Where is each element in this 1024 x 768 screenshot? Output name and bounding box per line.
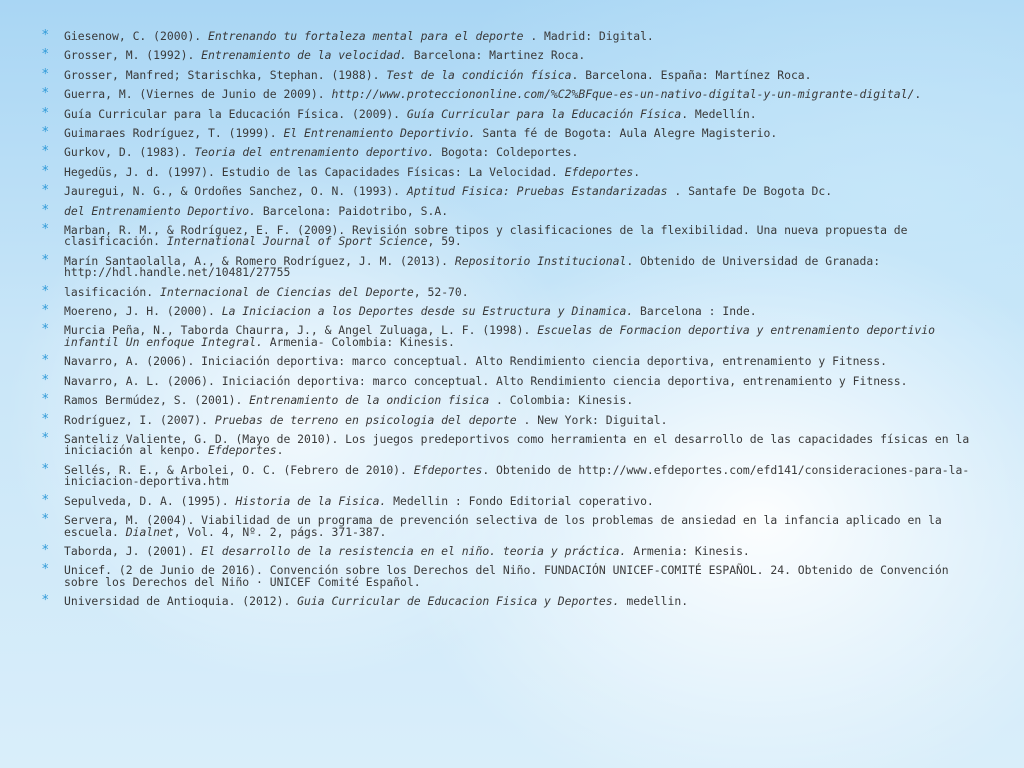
- reference-item: [40, 144, 970, 160]
- reference-text: .: [914, 87, 922, 102]
- reference-text: Universidad de Antioquia. (2012).: [64, 594, 298, 609]
- reference-title: Historia de la Fisica.: [235, 493, 387, 508]
- reference-title: Guia Curricular de Educacion Fisica y Deportes.: [297, 594, 620, 609]
- reference-item: [40, 430, 970, 458]
- reference-text: Armenia: Kinesis.: [626, 543, 750, 558]
- reference-text: Barcelona : Inde.: [633, 304, 757, 319]
- reference-title: Dialnet: [125, 524, 174, 539]
- reference-item: [40, 163, 970, 179]
- asterisk-bullet-icon: *: [42, 144, 49, 160]
- reference-list: [40, 28, 970, 616]
- reference-text: Grosser, Manfred; Starischka, Stephan. (1988).: [64, 67, 387, 82]
- reference-text: Hegedüs, J. d. (1997). Estudio de las Capacidades Físicas: La Velocidad.: [64, 164, 565, 179]
- reference-item: [40, 183, 970, 199]
- asterisk-bullet-icon: *: [42, 283, 49, 299]
- reference-text: Murcia Peña, N., Taborda Chaurra, J., & Angel Zuluaga, L. F. (1998).: [64, 323, 538, 338]
- reference-item: [40, 47, 970, 63]
- reference-text: Bogota: Coldeportes.: [434, 145, 579, 160]
- reference-title: Test de la condición física: [386, 67, 572, 82]
- reference-title: International Journal of Sport Science: [166, 234, 428, 249]
- asterisk-bullet-icon: *: [42, 512, 49, 528]
- reference-item: [40, 562, 970, 589]
- reference-text: Marban, R. M., & Rodríguez, E. F. (2009). Revisión sobre tipos y clasificaciones de la flexibilidad. Una nueva propuesta de clasificación.: [64, 222, 908, 249]
- reference-text: Barcelona: Paidotribo, S.A.: [256, 203, 449, 218]
- reference-title: Aptitud Fisica: Pruebas Estandarizadas: [406, 184, 668, 199]
- reference-text: . Madrid: Digital.: [523, 29, 654, 43]
- reference-text: Sepulveda, D. A. (1995).: [64, 493, 236, 508]
- asterisk-bullet-icon: *: [42, 461, 49, 477]
- reference-item: [40, 411, 970, 427]
- reference-title: Internacional de Ciencias del Deporte: [160, 284, 414, 299]
- reference-text: . Medellín.: [681, 106, 757, 121]
- reference-item: [40, 322, 970, 349]
- asterisk-bullet-icon: *: [42, 86, 49, 102]
- reference-text: Ramos Bermúdez, S. (2001).: [64, 393, 250, 408]
- reference-text: . New York: Diguital.: [516, 412, 668, 427]
- reference-text: Grosser, M. (1992).: [64, 48, 202, 63]
- asterisk-bullet-icon: *: [42, 28, 49, 43]
- reference-text: , 59.: [427, 234, 462, 249]
- reference-text: Medellin : Fondo Editorial coperativo.: [386, 493, 654, 508]
- reference-text: Navarro, A. L. (2006). Iniciación deportiva: marco conceptual. Alto Rendimiento ciencia deportiva, entrenamiento y Fitness.: [64, 373, 908, 388]
- reference-item: [40, 512, 970, 539]
- reference-item: [40, 105, 970, 121]
- reference-text: Giesenow, C. (2000).: [64, 29, 209, 43]
- reference-text: Rodríguez, I. (2007).: [64, 412, 215, 427]
- reference-title: Entrenando tu fortaleza mental para el deporte: [208, 29, 524, 43]
- reference-text: . Obtenido de Universidad de Granada: http://hdl.handle.net/10481/27755: [64, 253, 881, 280]
- asterisk-bullet-icon: *: [42, 221, 49, 237]
- reference-title: La Iniciacion a los Deportes desde su Estructura y Dinamica.: [221, 304, 634, 319]
- reference-item: [40, 461, 970, 489]
- reference-text: . Santafe De Bogota Dc.: [667, 184, 833, 199]
- asterisk-bullet-icon: *: [42, 105, 49, 121]
- reference-text: Guimaraes Rodríguez, T. (1999).: [64, 125, 284, 140]
- reference-text: Sellés, R. E., & Arbolei, O. C. (Febrero de 2010).: [64, 462, 414, 477]
- reference-title: Pruebas de terreno en psicologia del deporte: [214, 412, 517, 427]
- reference-title: Efdeportes: [208, 443, 277, 458]
- reference-title: http://www.protecciononline.com/%C2%BFque-es-un-nativo-digital-y-un-migrante-digital/: [331, 87, 915, 102]
- reference-item: [40, 353, 970, 369]
- asterisk-bullet-icon: *: [42, 47, 49, 63]
- reference-title: Guía Curricular para la Educación Física: [406, 106, 682, 121]
- asterisk-bullet-icon: *: [42, 562, 49, 578]
- reference-text: Jauregui, N. G., & Ordoñes Sanchez, O. N. (1993).: [64, 184, 407, 199]
- reference-text: . Colombia: Kinesis.: [489, 393, 634, 408]
- asterisk-bullet-icon: *: [42, 372, 49, 388]
- reference-text: . Barcelona. España: Martínez Roca.: [571, 67, 812, 82]
- reference-item: [40, 124, 970, 140]
- reference-item: [40, 372, 970, 388]
- reference-item: [40, 86, 970, 102]
- asterisk-bullet-icon: *: [42, 252, 49, 268]
- asterisk-bullet-icon: *: [42, 542, 49, 558]
- reference-text: Navarro, A. (2006). Iniciación deportiva: marco conceptual. Alto Rendimiento ciencia deportiva, entrenamiento y Fitness.: [64, 354, 887, 369]
- reference-text: Guerra, M. (Viernes de Junio de 2009).: [64, 87, 332, 102]
- reference-title: El Entrenamiento Deportivio.: [283, 125, 476, 140]
- asterisk-bullet-icon: *: [42, 303, 49, 319]
- reference-title: El desarrollo de la resistencia en el niño. teoria y práctica.: [201, 543, 627, 558]
- asterisk-bullet-icon: *: [42, 183, 49, 199]
- reference-title: Entrenamiento de la ondicion fisica: [249, 393, 490, 408]
- reference-item: [40, 303, 970, 319]
- reference-title: Teoria del entrenamiento deportivo.: [194, 145, 435, 160]
- reference-title: Efdeportes: [413, 462, 483, 477]
- reference-text: Guía Curricular para la Educación Física. (2009).: [64, 106, 407, 121]
- reference-text: Santa fé de Bogota: Aula Alegre Magisterio.: [475, 125, 778, 140]
- reference-text: Barcelona: Martinez Roca.: [406, 48, 586, 63]
- reference-text: Santeliz Valiente, G. D. (Mayo de 2010). Los juegos predeportivos como herramienta en el desarrollo de las capacidades físicas en la iniciación al kenpo.: [64, 431, 970, 458]
- reference-item: [40, 66, 970, 82]
- reference-text: medellin.: [619, 594, 689, 609]
- reference-item: [40, 392, 970, 408]
- reference-title: del Entrenamiento Deportivo.: [64, 203, 257, 218]
- reference-text: .: [633, 164, 641, 179]
- reference-item: [40, 221, 970, 249]
- asterisk-bullet-icon: *: [42, 430, 49, 446]
- reference-text: Marín Santaolalla, A., & Romero Rodríguez, J. M. (2013).: [64, 253, 455, 268]
- asterisk-bullet-icon: *: [42, 392, 49, 408]
- reference-text: . Obtenido de http://www.efdeportes.com/efd141/consideraciones-para-la-iniciacion-deportiva.htm: [64, 462, 970, 489]
- reference-item: [40, 492, 970, 508]
- asterisk-bullet-icon: *: [42, 66, 49, 82]
- reference-text: .: [276, 443, 284, 458]
- asterisk-bullet-icon: *: [42, 492, 49, 508]
- asterisk-bullet-icon: *: [42, 411, 49, 427]
- reference-text: Unicef. (2 de Junio de 2016). Convención sobre los Derechos del Niño. FUNDACIÓN UNICEF-COMITÉ ESPAÑOL. 24. Obtenido de Convención sobre los Derechos del Niño · UNICEF Comité Español.: [64, 563, 949, 589]
- reference-item: [40, 252, 970, 280]
- asterisk-bullet-icon: *: [42, 202, 49, 218]
- reference-item: [40, 593, 970, 609]
- asterisk-bullet-icon: *: [42, 124, 49, 140]
- reference-title: Repositorio Institucional: [454, 253, 627, 268]
- reference-text: lasificación.: [64, 284, 161, 299]
- asterisk-bullet-icon: *: [42, 163, 49, 179]
- reference-item: [40, 542, 970, 558]
- asterisk-bullet-icon: *: [42, 322, 49, 338]
- reference-text: Gurkov, D. (1983).: [64, 145, 195, 160]
- reference-title: Entrenamiento de la velocidad.: [201, 48, 407, 63]
- reference-title: Efdeportes: [564, 164, 634, 179]
- reference-text: , Vol. 4, Nº. 2, págs. 371-387.: [173, 524, 387, 539]
- reference-text: Taborda, J. (2001).: [64, 543, 202, 558]
- asterisk-bullet-icon: *: [42, 593, 49, 609]
- reference-text: Armenia- Colombia: Kinesis.: [262, 334, 455, 349]
- reference-item: [40, 202, 970, 218]
- reference-text: , 52-70.: [413, 284, 469, 299]
- reference-text: Servera, M. (2004). Viabilidad de un programa de prevención selectiva de los problemas de ansiedad en la infancia aplicado en la escuela.: [64, 513, 942, 539]
- reference-text: Moereno, J. H. (2000).: [64, 304, 222, 319]
- asterisk-bullet-icon: *: [42, 353, 49, 369]
- reference-title: Escuelas de Formacion deportiva y entrenamiento deportivio infantil Un enfoque Integral.: [64, 323, 935, 349]
- reference-item: [40, 283, 970, 299]
- reference-item: [40, 28, 970, 43]
